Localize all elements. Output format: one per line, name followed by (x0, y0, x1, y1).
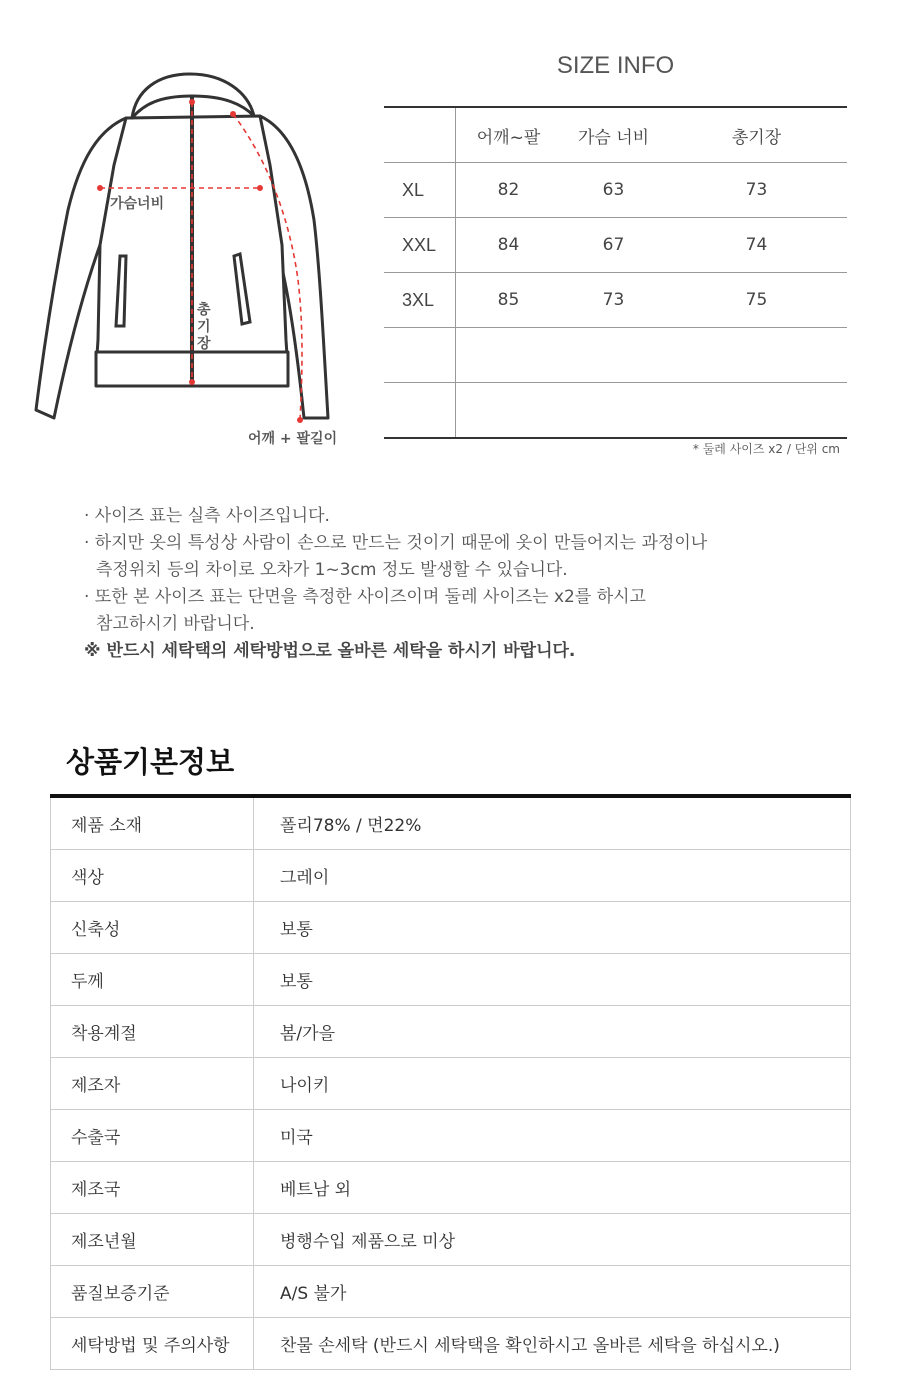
table-row (50, 1214, 851, 1266)
size-row-empty (384, 328, 847, 383)
header-chest-width: 가슴 너비 (577, 127, 650, 148)
size-unit-note: * 둘레 사이즈 x2 / 단위 cm (692, 442, 840, 456)
info-key: 품질보증기준 (51, 1266, 254, 1317)
size-row-empty (384, 383, 847, 437)
size-value: 85 (497, 290, 520, 310)
info-value: 폴리78% / 면22% (280, 816, 422, 836)
info-key: 세탁방법 및 주의사항 (51, 1318, 254, 1369)
size-row (384, 163, 847, 218)
table-row (50, 1006, 851, 1058)
size-value: 73 (602, 290, 625, 310)
table-row (50, 798, 851, 850)
size-value: 75 (745, 290, 768, 310)
info-value: 병행수입 제품으로 미상 (280, 1232, 456, 1252)
info-key: 제조년월 (51, 1214, 254, 1265)
table-row (50, 1266, 851, 1318)
size-notes (84, 503, 844, 665)
table-row (50, 1110, 851, 1162)
info-value: 그레이 (280, 868, 330, 888)
size-label: 3XL (384, 273, 456, 327)
header-total-length: 총기장 (731, 127, 782, 148)
info-value: 베트남 외 (280, 1180, 352, 1200)
info-value: 미국 (280, 1128, 313, 1148)
basic-info-table (50, 794, 851, 1370)
info-value: 보통 (280, 972, 313, 992)
size-value: 73 (745, 180, 768, 200)
table-row (50, 954, 851, 1006)
info-key: 제조국 (51, 1162, 254, 1213)
note-line: · 하지만 옷의 특성상 사람이 손으로 만드는 것이기 때문에 옷이 만들어지는 과정이나 (84, 533, 708, 553)
size-row (384, 273, 847, 328)
shoulder-arm-label: 어깨 + 팔길이 (248, 431, 338, 447)
info-value: 보통 (280, 920, 313, 940)
table-row (50, 850, 851, 902)
total-length-label: 총기장 (197, 302, 211, 352)
info-value: 찬물 손세탁 (반드시 세탁택을 확인하시고 올바른 세탁을 하십시오.) (280, 1336, 780, 1356)
chest-width-label: 가슴너비 (110, 196, 165, 212)
size-value: 67 (602, 235, 625, 255)
header-shoulder-arm: 어깨~팔 (476, 127, 541, 148)
size-info-title: SIZE INFO (556, 52, 675, 79)
table-row (50, 1318, 851, 1370)
info-value: 봄/가을 (280, 1024, 335, 1044)
washing-warning: ※ 반드시 세탁택의 세탁방법으로 올바른 세탁을 하시기 바랍니다. (84, 641, 576, 661)
note-line: · 또한 본 사이즈 표는 단면을 측정한 사이즈이며 둘레 사이즈는 x2를 하시고 (84, 587, 646, 607)
info-value: A/S 불가 (280, 1284, 347, 1304)
size-table-header (384, 108, 847, 163)
size-label (384, 383, 456, 437)
note-line: 참고하시기 바랍니다. (96, 614, 255, 634)
info-key: 제조자 (51, 1058, 254, 1109)
size-header-blank (384, 108, 456, 162)
size-value: 63 (602, 180, 625, 200)
size-row (384, 218, 847, 273)
info-value: 나이키 (280, 1076, 330, 1096)
note-line: 측정위치 등의 차이로 오차가 1~3cm 정도 발생할 수 있습니다. (96, 560, 568, 580)
size-value: 74 (745, 235, 768, 255)
note-line: · 사이즈 표는 실측 사이즈입니다. (84, 506, 330, 526)
size-table (384, 106, 847, 439)
table-row (50, 902, 851, 954)
size-label: XL (384, 163, 456, 217)
basic-info-title: 상품기본정보 (66, 745, 235, 779)
info-key: 수출국 (51, 1110, 254, 1161)
info-key: 신축성 (51, 902, 254, 953)
size-label: XXL (384, 218, 456, 272)
info-key: 제품 소재 (51, 798, 254, 849)
info-key: 착용계절 (51, 1006, 254, 1057)
info-key: 색상 (51, 850, 254, 901)
size-value: 82 (497, 180, 520, 200)
table-row (50, 1058, 851, 1110)
table-row (50, 1162, 851, 1214)
jacket-size-diagram (28, 70, 358, 450)
info-key: 두께 (51, 954, 254, 1005)
size-value: 84 (497, 235, 520, 255)
size-label (384, 328, 456, 382)
